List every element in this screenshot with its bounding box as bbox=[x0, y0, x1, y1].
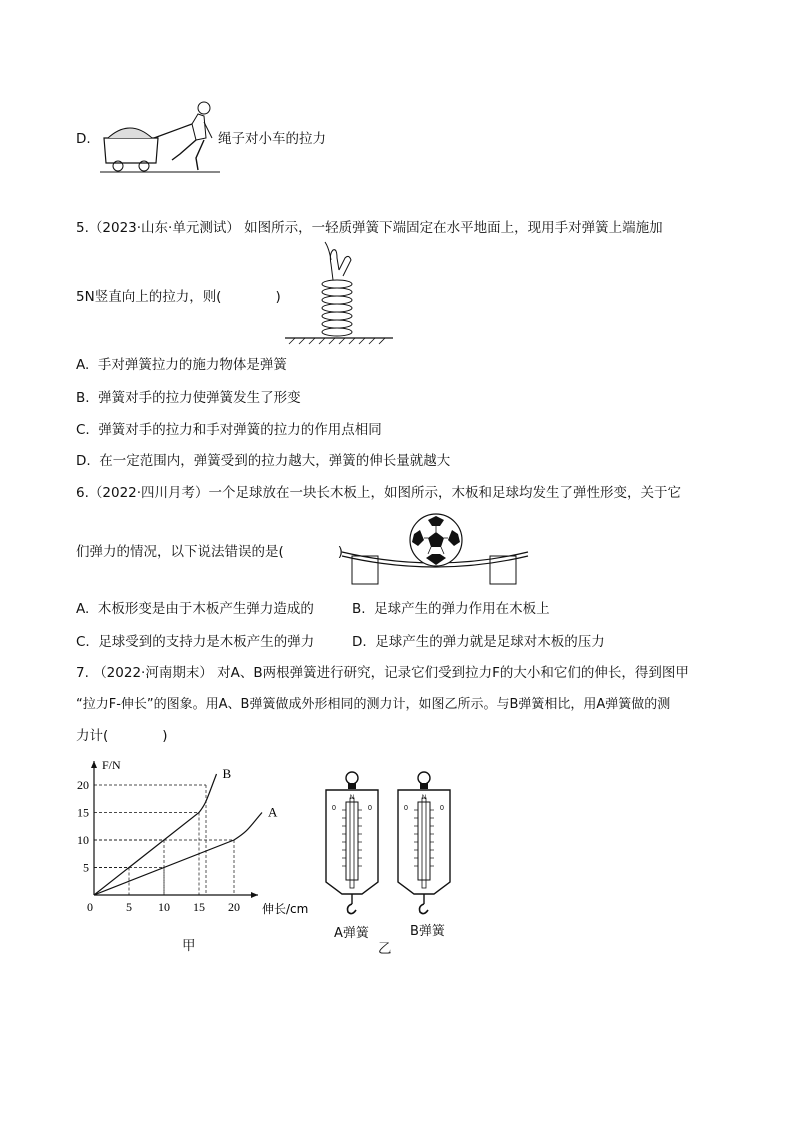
spring-scales-figure bbox=[322, 770, 462, 940]
q5-number: 5. bbox=[76, 220, 89, 236]
x-tick-label-15: 15 bbox=[193, 900, 205, 914]
q7-stem-text1: 对A、B两根弹簧进行研究，记录它们受到拉力F的大小和它们的伸长，得到图甲 bbox=[217, 665, 689, 681]
q5-option-b bbox=[76, 389, 301, 407]
q6-option-d-letter: D. bbox=[352, 634, 367, 650]
scale-a-label: A弹簧 bbox=[334, 926, 369, 941]
scale-b-unit: N bbox=[421, 795, 427, 801]
q6-number: 6. bbox=[76, 485, 89, 501]
q7-stem-line1 bbox=[76, 664, 689, 682]
q4-option-d-text: 绳子对小车的拉力 bbox=[218, 131, 326, 147]
y-axis-arrow bbox=[91, 761, 97, 768]
x-tick-label-10: 10 bbox=[158, 900, 170, 914]
scale-a-unit: N bbox=[349, 795, 355, 801]
x-tick-label-5: 5 bbox=[126, 900, 132, 914]
q5-option-c-text: 弹簧对手的拉力和手对弹簧的拉力的作用点相同 bbox=[98, 422, 382, 438]
x-tick-label-20: 20 bbox=[228, 900, 240, 914]
q6-stem-line2: 们弹力的情况，以下说法错误的是( ) bbox=[76, 544, 344, 560]
q7-number: 7. bbox=[76, 665, 89, 681]
q5-option-b-letter: B. bbox=[76, 390, 90, 406]
q5-option-d bbox=[76, 452, 450, 470]
y-tick-label-15: 15 bbox=[77, 805, 89, 820]
y-tick-label-20: 20 bbox=[77, 778, 89, 792]
q5-stem-line1 bbox=[76, 219, 663, 237]
y-tick-label-10: 10 bbox=[77, 833, 89, 847]
q6-option-a-letter: A. bbox=[76, 601, 90, 617]
q6-option-b-letter: B. bbox=[352, 601, 366, 617]
figure-jia-caption: 甲 bbox=[182, 938, 196, 953]
q6-option-a bbox=[76, 600, 314, 618]
q4-cart-figure bbox=[100, 98, 220, 178]
q5-option-a-letter: A. bbox=[76, 357, 90, 373]
series-line-A bbox=[94, 813, 262, 896]
q5-option-b-text: 弹簧对手的拉力使弹簧发生了形变 bbox=[98, 390, 301, 406]
series-label-A: A bbox=[268, 804, 278, 820]
q5-option-d-letter: D. bbox=[76, 453, 91, 469]
x-axis-arrow bbox=[251, 892, 258, 898]
scale-a-zero-right: 0 bbox=[368, 805, 372, 812]
q6-option-c-letter: C. bbox=[76, 634, 90, 650]
q7-stem-line3: 力计( ) bbox=[76, 728, 168, 744]
x-axis-label: 伸长/cm bbox=[262, 902, 309, 916]
y-tick-label-5: 5 bbox=[83, 860, 89, 875]
q6-option-c bbox=[76, 633, 314, 651]
series-line-B bbox=[94, 774, 217, 895]
y-axis-label: F/N bbox=[102, 758, 121, 772]
q6-option-b-text: 足球产生的弹力作用在木板上 bbox=[374, 601, 550, 617]
q6-football-figure bbox=[340, 512, 530, 592]
q5-option-a bbox=[76, 356, 287, 374]
scale-a bbox=[326, 772, 378, 914]
scale-b-label: B弹簧 bbox=[410, 924, 445, 939]
q6-stem-text1: 一个足球放在一块长木板上，如图所示，木板和足球均发生了弹性形变，关于它 bbox=[208, 485, 682, 501]
x-tick-label-0: 0 bbox=[87, 900, 93, 914]
q5-option-d-text: 在一定范围内，弹簧受到的拉力越大，弹簧的伸长量就越大 bbox=[99, 453, 451, 469]
q5-stem-text1: 如图所示，一轻质弹簧下端固定在水平地面上，现用手对弹簧上端施加 bbox=[244, 220, 663, 236]
q5-option-c bbox=[76, 421, 382, 439]
q4-option-d-letter: D. bbox=[76, 131, 91, 147]
q5-option-c-letter: C. bbox=[76, 422, 90, 438]
q6-option-d bbox=[352, 633, 605, 651]
series-label-B: B bbox=[222, 766, 232, 781]
q6-option-b bbox=[352, 600, 550, 618]
scale-b-zero-left: 0 bbox=[404, 805, 408, 812]
figure-yi-caption: 乙 bbox=[378, 941, 392, 956]
force-extension-chart bbox=[70, 755, 320, 925]
q5-spring-figure bbox=[285, 240, 395, 345]
q6-stem-line1 bbox=[76, 484, 681, 502]
scale-b-zero-right: 0 bbox=[440, 805, 444, 812]
q6-option-a-text: 木板形变是由于木板产生弹力造成的 bbox=[97, 601, 314, 617]
q6-option-d-text: 足球产生的弹力就是足球对木板的压力 bbox=[375, 634, 605, 650]
q6-option-c-text: 足球受到的支持力是木板产生的弹力 bbox=[98, 634, 315, 650]
scale-b bbox=[398, 772, 450, 914]
q7-source: （2022·河南期末） bbox=[93, 665, 213, 681]
q5-source: （2023·山东·单元测试） bbox=[88, 220, 240, 236]
q5-stem-line2: 5N竖直向上的拉力，则( ) bbox=[76, 289, 281, 305]
q5-option-a-text: 手对弹簧拉力的施力物体是弹簧 bbox=[97, 357, 287, 373]
q7-stem-line2: “拉力F-伸长”的图象。用A、B弹簧做成外形相同的测力计，如图乙所示。与B弹簧相比，用A弹簧做的测 bbox=[76, 697, 671, 712]
scale-a-zero-left: 0 bbox=[332, 805, 336, 812]
q6-source: （2022·四川月考） bbox=[88, 485, 209, 501]
